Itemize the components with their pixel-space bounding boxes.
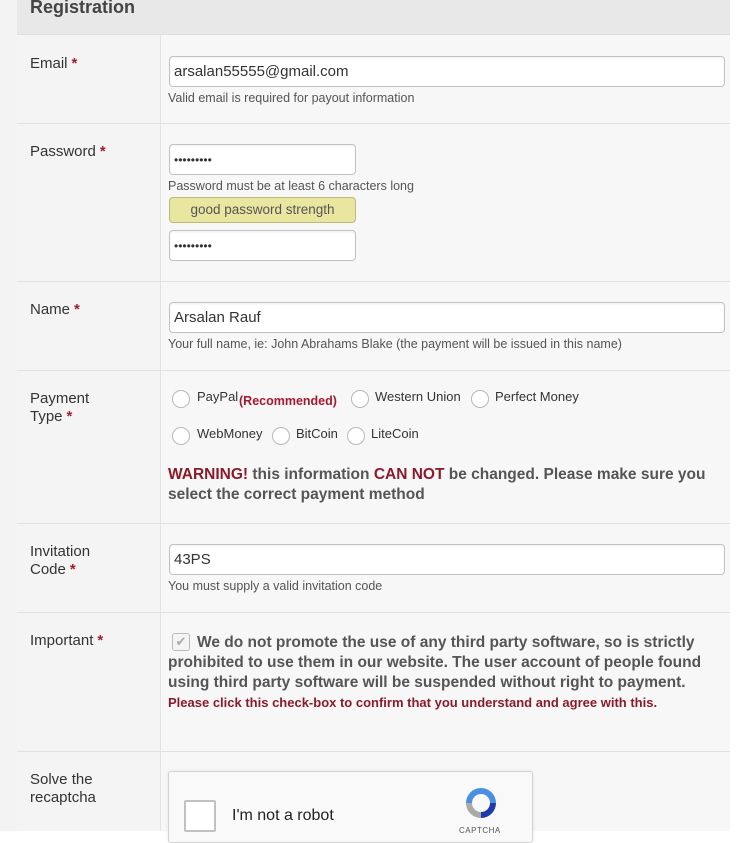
recaptcha-label: I'm not a robot (232, 807, 334, 824)
confirm-password-field[interactable] (169, 230, 356, 261)
western-union-label: Western Union (375, 389, 461, 404)
webmoney-label: WebMoney (197, 426, 263, 441)
important-field-cell (161, 613, 730, 751)
email-row (17, 35, 730, 124)
name-hint: Your full name, ie: John Abrahams Blake (the payment will be issued in this name) (168, 337, 622, 351)
bitcoin-radio[interactable] (272, 427, 290, 445)
invitation-field-cell (161, 524, 730, 612)
captcha-label-line2: recaptcha (30, 789, 96, 806)
name-label-cell (17, 282, 161, 370)
paypal-label: PayPal (197, 389, 239, 404)
captcha-row (17, 752, 730, 835)
email-hint: Valid email is required for payout information (168, 91, 415, 105)
recaptcha-checkbox[interactable] (184, 800, 216, 832)
checkmark-icon: ✔ (175, 634, 187, 649)
perfect-money-label: Perfect Money (495, 389, 579, 404)
recaptcha-widget (168, 771, 533, 843)
bitcoin-label: BitCoin (296, 426, 338, 441)
email-label: Email (30, 55, 68, 72)
name-field[interactable] (169, 302, 725, 333)
western-union-radio[interactable] (351, 390, 369, 408)
captcha-label-cell (17, 752, 161, 831)
password-hint: Password must be at least 6 characters long (168, 179, 414, 193)
paypal-recommended-note: (Recommended) (239, 394, 337, 408)
important-confirm-text: Please click this check-box to confirm that you understand and agree with this. (168, 695, 658, 710)
warning-prefix: WARNING! (168, 466, 249, 483)
important-label: Important (30, 632, 94, 649)
recaptcha-logo-icon (463, 785, 499, 821)
invitation-label-line1: Invitation (30, 543, 91, 560)
registration-header (17, 0, 730, 35)
warning-text-2: be changed. Please make sure you select the correct payment method (168, 466, 706, 503)
required-asterisk: * (99, 143, 106, 160)
required-asterisk: * (97, 632, 104, 649)
payment-warning (168, 465, 728, 505)
password-label-cell (17, 124, 161, 281)
password-strength-indicator: good password strength (169, 197, 356, 223)
required-asterisk: * (71, 55, 78, 72)
important-label-cell (17, 613, 161, 751)
password-row (17, 124, 730, 282)
required-asterisk: * (66, 408, 73, 425)
warning-cannot: CAN NOT (373, 466, 445, 483)
webmoney-radio[interactable] (172, 427, 190, 445)
invitation-code-row (17, 524, 730, 613)
password-field[interactable] (169, 144, 356, 175)
payment-type-row (17, 371, 730, 524)
invitation-code-field[interactable] (169, 544, 725, 575)
payment-field-cell (161, 371, 730, 523)
paypal-radio[interactable] (172, 390, 190, 408)
payment-label-line1: Payment (30, 390, 90, 407)
captcha-label-line1: Solve the (30, 771, 93, 788)
payment-label-line2: Type (30, 408, 63, 425)
required-asterisk: * (69, 561, 76, 578)
password-label: Password (30, 143, 96, 160)
warning-text-1: this information (252, 466, 370, 483)
important-row (17, 613, 730, 752)
name-row (17, 282, 730, 371)
invitation-label-line2: Code (30, 561, 66, 578)
perfect-money-radio[interactable] (471, 390, 489, 408)
litecoin-label: LiteCoin (371, 426, 419, 441)
important-notice-text: We do not promote the use of any third party software, so is strictly prohibited to use them in our website. The user account of people found using third party software will be suspended without right to payment. (168, 634, 702, 691)
page-left-margin (0, 0, 17, 831)
invitation-hint: You must supply a valid invitation code (168, 579, 383, 593)
name-field-cell (161, 282, 730, 370)
invitation-label-cell (17, 524, 161, 612)
email-field-cell (161, 35, 730, 123)
name-label: Name (30, 301, 71, 318)
important-notice (168, 633, 718, 713)
email-label-cell (17, 35, 161, 123)
litecoin-radio[interactable] (347, 427, 365, 445)
email-field[interactable] (169, 56, 725, 87)
captcha-field-cell (161, 752, 730, 835)
page-title: Registration (30, 0, 136, 17)
password-field-cell (161, 124, 730, 281)
required-asterisk: * (74, 301, 80, 318)
payment-label-cell (17, 371, 161, 523)
recaptcha-brand: CAPTCHA (459, 826, 501, 835)
